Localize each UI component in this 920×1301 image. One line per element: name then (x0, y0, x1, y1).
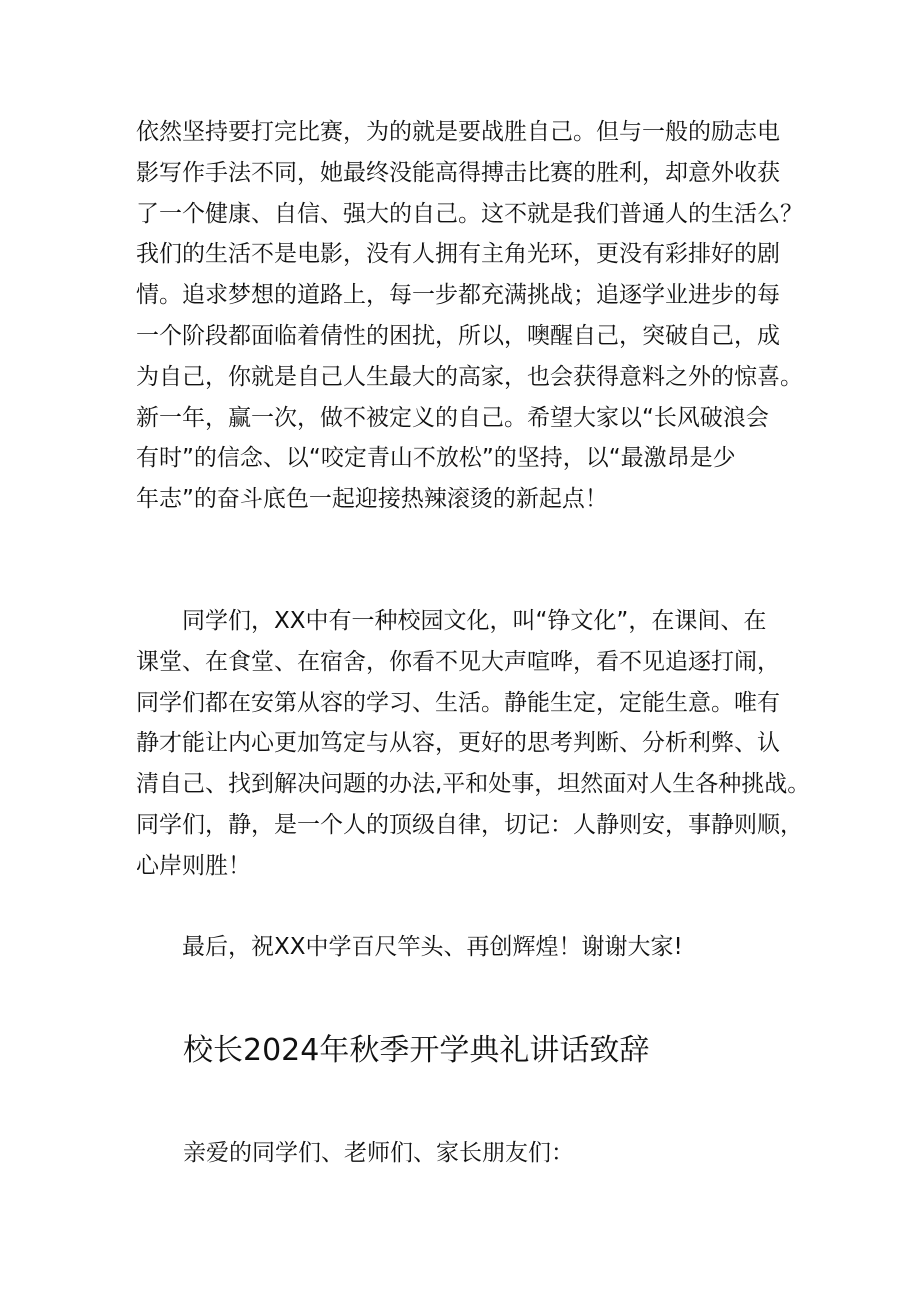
paragraph-3 (136, 927, 808, 968)
text-line: 依然坚持要打完比赛，为的就是要战胜自己。但与一般的励志电 (136, 119, 780, 145)
text-line: 有时”的信念、以“咬定青山不放松”的坚持，以“最激昂是少 (136, 445, 736, 472)
text-line: 我们的生活不是电影，没有人拥有主角光环，更没有彩排好的剧 (136, 241, 780, 268)
text-line: 最后，祝XX中学百尺竿头、再创辉煌！谢谢大家! (182, 934, 683, 960)
text-line: 课堂、在食堂、在宿舍，你看不见大声喧哗，看不见追逐打闹， (136, 648, 780, 675)
text-line: 同学们，XX中有一种校园文化，叫“铮文化”，在课间、在 (182, 608, 767, 634)
greeting-line: 亲爱的同学们、老师们、家长朋友们： (183, 1140, 574, 1166)
text-line: 同学们都在安第从容的学习、生活。静能生定，定能生意。唯有 (136, 689, 780, 716)
text-line: 年志”的奋斗底色一起迎接热辣滚烫的新起点！ (136, 486, 608, 513)
text-line: 同学们，静，是一个人的顶级自律，切记：人静则安，事静则顺， (136, 811, 803, 838)
speech-title: 校长2024年秋季开学典礼讲话致辞 (183, 1033, 650, 1068)
text-line: 一个阶段都面临着倩性的困扰，所以，噢醒自己，突破自己，成 (136, 322, 780, 349)
text-line: 静才能让内心更加笃定与从容，更好的思考判断、分析利弊、认 (136, 730, 780, 757)
text-line: 了一个健康、自信、强大的自己。这不就是我们普通人的生活么？ (136, 200, 803, 227)
text-line: 清自己、找到解决问题的办法,平和处事，坦然面对人生各种挑战。 (136, 771, 811, 798)
text-line: 心岸则胜！ (136, 852, 251, 879)
text-line: 影写作手法不同，她最终没能高得搏击比赛的胜利，却意外收获 (136, 159, 780, 186)
text-line: 情。追求梦想的道路上，每一步都充满挑战；追逐学业进步的每 (136, 282, 780, 309)
text-line: 新一年，赢一次，做不被定义的自己。希望大家以“长风破浪会 (136, 404, 769, 431)
paragraph-2 (136, 601, 811, 887)
paragraph-1 (136, 112, 808, 520)
text-line: 为自己，你就是自己人生最大的高家，也会获得意料之外的惊喜。 (136, 363, 803, 390)
